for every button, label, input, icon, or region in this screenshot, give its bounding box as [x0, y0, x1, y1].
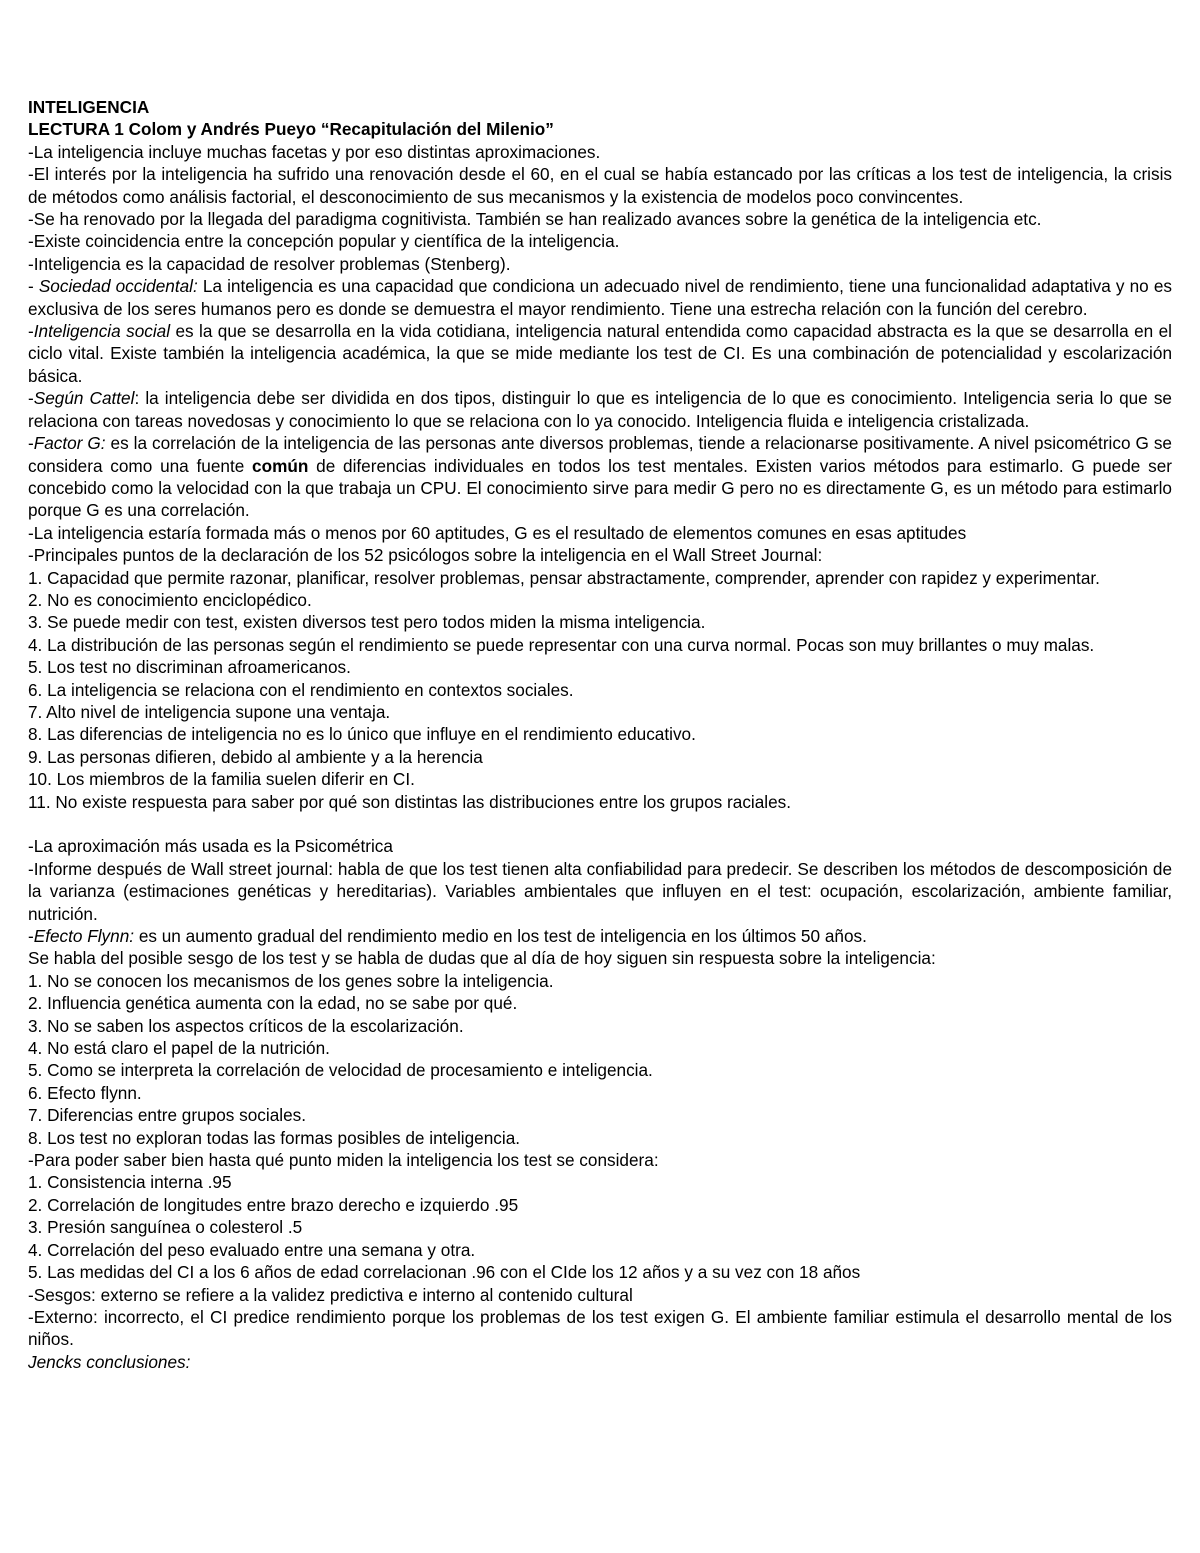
- list-item: 7. Alto nivel de inteligencia supone una ventaja.: [28, 701, 391, 722]
- list-item: 1. Consistencia interna .95: [28, 1172, 232, 1193]
- list-item: 8. Las diferencias de inteligencia no es lo único que influye en el rendimiento educativo.: [28, 724, 696, 745]
- term-factor-g: Factor G:: [33, 433, 106, 454]
- paragraph-lead: -: [28, 321, 34, 342]
- paragraph-sociedad-occidental: [28, 275, 1172, 320]
- list-item: 1. Capacidad que permite razonar, planificar, resolver problemas, pensar abstractamente, comprender, aprender con rapidez y experimentar.: [28, 567, 1100, 588]
- paragraph: -La inteligencia incluye muchas facetas y por eso distintas aproximaciones.: [28, 141, 601, 162]
- list-item: 11. No existe respuesta para saber por qué son distintas las distribuciones entre los grupos raciales.: [28, 791, 792, 812]
- paragraph-text: : la inteligencia debe ser dividida en dos tipos, distinguir lo que es inteligencia de lo que es conocimiento. Inteligencia seria lo que se relaciona con tareas novedosas y conocimiento lo que se relaciona con lo ya conocido. Inteligencia fluida e inteligencia cristalizada.: [28, 388, 1172, 431]
- list-item: 5. Los test no discriminan afroamericanos.: [28, 657, 351, 678]
- medidas-list: [28, 1171, 1172, 1283]
- paragraph: -Inteligencia es la capacidad de resolver problemas (Stenberg).: [28, 253, 511, 274]
- list-item: 5. Las medidas del CI a los 6 años de edad correlacionan .96 con el CIde los 12 años y a su vez con 18 años: [28, 1262, 861, 1283]
- document-subtitle: LECTURA 1 Colom y Andrés Pueyo “Recapitulación del Milenio”: [28, 119, 554, 140]
- list-item: 6. Efecto flynn.: [28, 1082, 142, 1103]
- paragraph: -La inteligencia estaría formada más o menos por 60 aptitudes, G es el resultado de elementos comunes en esas aptitudes: [28, 522, 967, 543]
- list-item: 4. Correlación del peso evaluado entre una semana y otra.: [28, 1239, 476, 1260]
- list-item: 6. La inteligencia se relaciona con el rendimiento en contextos sociales.: [28, 679, 574, 700]
- document-page: [28, 96, 1172, 1373]
- paragraph: -Informe después de Wall street journal: habla de que los test tienen alta confiabilidad para predecir. Se describen los métodos de descomposición de la varianza (estimaciones genéticas y hereditarias). Variables ambientales que influyen en el test: ocupación, escolarización, ambiente familiar, nutrición.: [28, 858, 1172, 924]
- list-item: 1. No se conocen los mecanismos de los genes sobre la inteligencia.: [28, 970, 554, 991]
- paragraph-factor-g: [28, 432, 1172, 522]
- paragraph: Se habla del posible sesgo de los test y se habla de dudas que al día de hoy siguen sin respuesta sobre la inteligencia:: [28, 948, 936, 969]
- list-item: 2. Influencia genética aumenta con la edad, no se sabe por qué.: [28, 993, 518, 1014]
- paragraph-lead: -: [28, 926, 34, 947]
- bold-word-comun: común: [252, 455, 309, 476]
- paragraph: -La aproximación más usada es la Psicométrica: [28, 836, 393, 857]
- paragraph-text: es la que se desarrolla en la vida cotidiana, inteligencia natural entendida como capacidad abstracta es la que se desarrolla en el ciclo vital. Existe también la inteligencia académica, la que se mide mediante los test de CI. Es una combinación de potencialidad y escolarización básica.: [28, 321, 1172, 386]
- term-efecto-flynn: Efecto Flynn:: [33, 926, 135, 947]
- list-item: 5. Como se interpreta la correlación de velocidad de procesamiento e inteligencia.: [28, 1060, 653, 1081]
- blank-line: [28, 813, 1172, 835]
- list-item: 4. La distribución de las personas según el rendimiento se puede representar con una curva normal. Pocas son muy brillantes o muy malas.: [28, 634, 1095, 655]
- paragraph-cattel: [28, 387, 1172, 432]
- paragraph-text: de diferencias individuales en todos los test mentales. Existen varios métodos para estimarlo. G puede ser concebido como la velocidad con la que trabaja un CPU. El conocimiento sirve para medir G pero no es directamente G, es un método para estimarlo porque G es una correlación.: [28, 455, 1172, 521]
- paragraph: -Externo: incorrecto, el CI predice rendimiento porque los problemas de los test exigen G. El ambiente familiar estimula el desarrollo mental de los niños.: [28, 1306, 1172, 1350]
- paragraph: -Principales puntos de la declaración de los 52 psicólogos sobre la inteligencia en el Wall Street Journal:: [28, 545, 823, 566]
- document-title: INTELIGENCIA: [28, 97, 150, 117]
- list-item: 2. Correlación de longitudes entre brazo derecho e izquierdo .95: [28, 1194, 519, 1215]
- list-item: 9. Las personas difieren, debido al ambiente y a la herencia: [28, 746, 483, 767]
- term-cattel: Según Cattel: [33, 388, 135, 409]
- paragraph: -Existe coincidencia entre la concepción popular y científica de la inteligencia.: [28, 231, 620, 252]
- list-item: 3. Se puede medir con test, existen diversos test pero todos miden la misma inteligencia.: [28, 612, 706, 633]
- list-item: 4. No está claro el papel de la nutrición.: [28, 1038, 330, 1059]
- wsj-list: [28, 567, 1172, 813]
- paragraph-lead: -: [28, 388, 34, 409]
- paragraph-text: es un aumento gradual del rendimiento medio en los test de inteligencia en los últimos 50 años.: [134, 926, 867, 947]
- term-inteligencia-social: Inteligencia social: [33, 321, 171, 342]
- list-item: 3. No se saben los aspectos críticos de la escolarización.: [28, 1015, 464, 1036]
- paragraph-text: es la correlación de la inteligencia de las personas ante diversos problemas, tiende a relacionarse positivamente. A nivel psicométrico G se considera como una fuente: [28, 433, 1172, 476]
- paragraph: -El interés por la inteligencia ha sufrido una renovación desde el 60, en el cual se había estancado por las críticas a los test de inteligencia, la crisis de métodos como análisis factorial, el desconocimiento de sus mecanismos y la existencia de modelos poco convincentes.: [28, 164, 1172, 207]
- list-item: 8. Los test no exploran todas las formas posibles de inteligencia.: [28, 1127, 521, 1148]
- dudas-list: [28, 970, 1172, 1149]
- list-item: 3. Presión sanguínea o colesterol .5: [28, 1217, 303, 1238]
- term-sociedad-occidental: Sociedad occidental:: [38, 276, 198, 297]
- paragraph-jencks: [28, 1351, 1172, 1373]
- paragraph-lead: -: [28, 433, 34, 454]
- list-item: 7. Diferencias entre grupos sociales.: [28, 1105, 307, 1126]
- paragraph: -Para poder saber bien hasta qué punto miden la inteligencia los test se considera:: [28, 1150, 659, 1171]
- paragraph-lead: -: [28, 276, 39, 297]
- paragraph-inteligencia-social: [28, 320, 1172, 387]
- paragraph-text: La inteligencia es una capacidad que condiciona un adecuado nivel de rendimiento, tiene una funcionalidad adaptativa y no es exclusiva de los seres humanos pero es donde se demuestra el mayor rendimiento. Tiene una estrecha relación con la función del cerebro.: [28, 276, 1172, 319]
- list-item: 10. Los miembros de la familia suelen diferir en CI.: [28, 769, 415, 790]
- paragraph-efecto-flynn: [28, 925, 1172, 947]
- list-item: 2. No es conocimiento enciclopédico.: [28, 589, 312, 610]
- paragraph: -Se ha renovado por la llegada del paradigma cognitivista. También se han realizado avances sobre la genética de la inteligencia etc.: [28, 209, 1042, 230]
- paragraph: -Sesgos: externo se refiere a la validez predictiva e interno al contenido cultural: [28, 1284, 633, 1305]
- term-jencks: Jencks conclusiones:: [28, 1351, 191, 1372]
